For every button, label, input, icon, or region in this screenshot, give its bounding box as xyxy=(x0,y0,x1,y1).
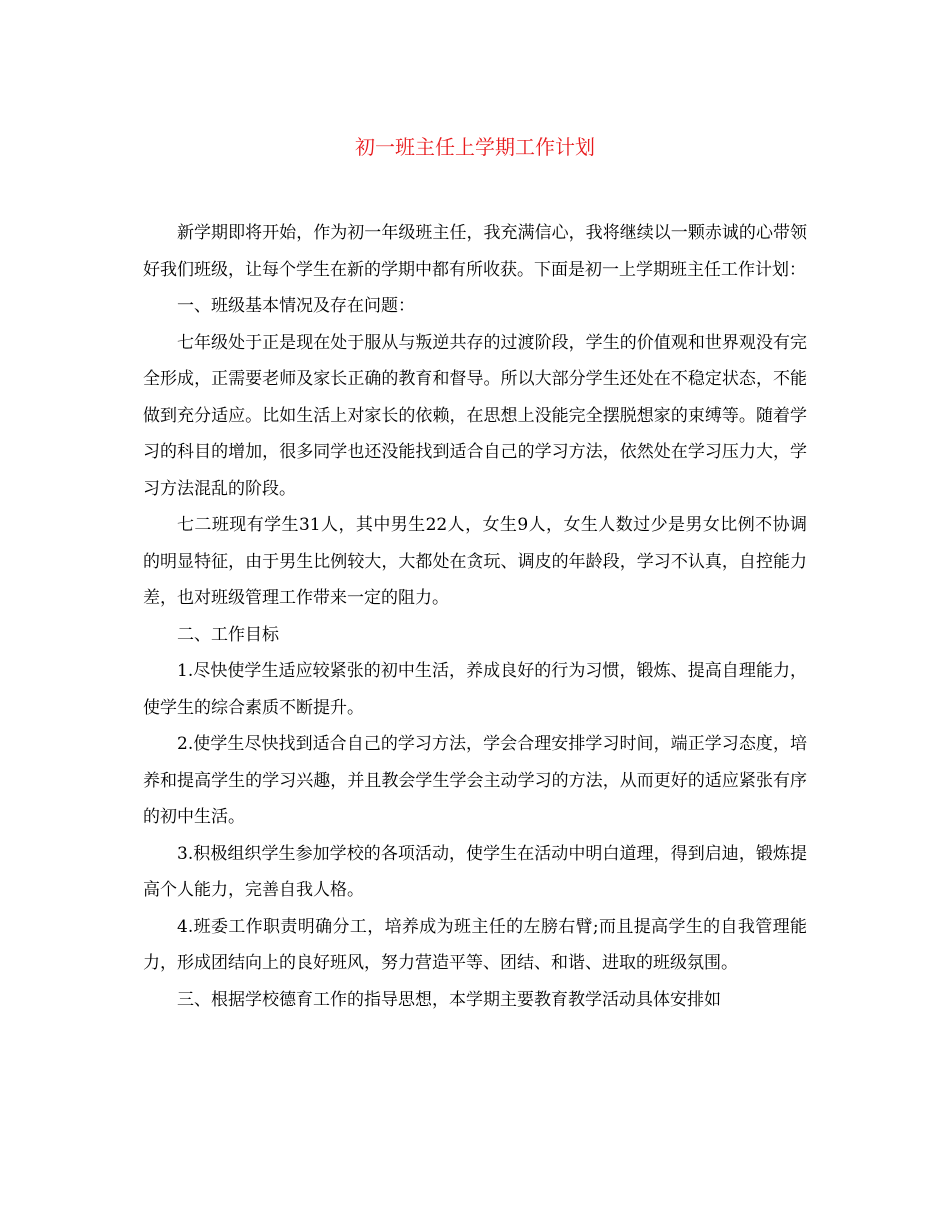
section-heading-2: 二、工作目标 xyxy=(177,624,279,645)
goal-item-3: 3.积极组织学生参加学校的各项活动，使学生在活动中明白道理，得到启迪，锻炼提高个人能力，完善自我人格。 xyxy=(143,843,807,900)
paragraph-grade-situation: 七年级处于正是现在处于服从与叛逆共存的过渡阶段，学生的价值观和世界观没有完全形成，正需要老师及家长正确的教育和督导。所以大部分学生还处在不稳定状态，不能做到充分适应。比如生活上对家长的依赖，在思想上没能完全摆脱想家的束缚等。随着学习的科目的增加，很多同学也还没能找到适合自己的学习方法，依然处在学习压力大，学习方法混乱的阶段。 xyxy=(143,332,807,499)
paragraph-class-situation: 七二班现有学生31人，其中男生22人，女生9人，女生人数过少是男女比例不协调的明显特征，由于男生比例较大，大都处在贪玩、调皮的年龄段，学习不认真，自控能力差，也对班级管理工作带来一定的阻力。 xyxy=(143,515,807,608)
document-body xyxy=(143,215,807,1018)
goal-item-1: 1.尽快使学生适应较紧张的初中生活，养成良好的行为习惯，锻炼、提高自理能力，使学生的综合素质不断提升。 xyxy=(143,661,807,718)
document-title: 初一班主任上学期工作计划 xyxy=(355,135,595,159)
goal-item-2: 2.使学生尽快找到适合自己的学习方法，学会合理安排学习时间，端正学习态度，培养和提高学生的学习兴趣，并且教会学生学会主动学习的方法，从而更好的适应紧张有序的初中生活。 xyxy=(143,734,807,827)
section-heading-1: 一、班级基本情况及存在问题： xyxy=(177,296,415,316)
section-heading-3: 三、根据学校德育工作的指导思想，本学期主要教育教学活动具体安排如 xyxy=(177,989,721,1010)
goal-item-4: 4.班委工作职责明确分工，培养成为班主任的左膀右臂;而且提高学生的自我管理能力，形成团结向上的良好班风，努力营造平等、团结、和谐、进取的班级氛围。 xyxy=(143,916,807,973)
paragraph-intro: 新学期即将开始，作为初一年级班主任，我充满信心，我将继续以一颗赤诚的心带领好我们班级，让每个学生在新的学期中都有所收获。下面是初一上学期班主任工作计划： xyxy=(143,223,807,280)
